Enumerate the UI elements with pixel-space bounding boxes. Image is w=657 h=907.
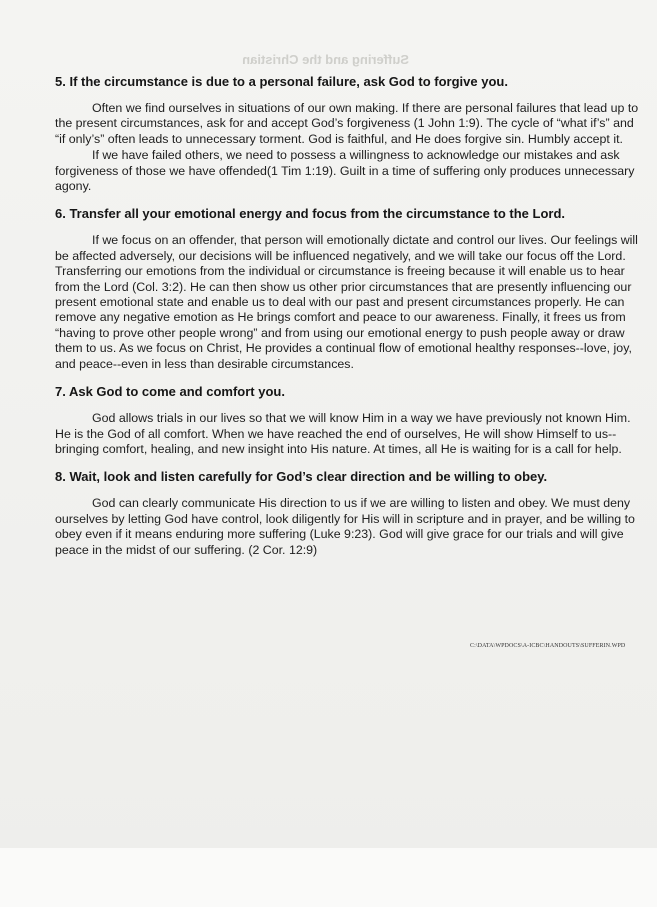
section-heading: 8. Wait, look and listen carefully for God’s clear direction and be willing to obey. [55, 469, 548, 485]
paragraph: If we focus on an offender, that person will emotionally dictate and control our lives. Our feelings will be affected adversely, our decisions will be influenced negatively, and we will take our focus off the Lord. Transferring our emotions from the individual or circumstance is freeing because it will enable us to hear from the Lord (Col. 3:2). He can then show us other prior circumstances that are presently influencing our present emotional state and enable us to deal with our past and present circumstances properly. He can remove any negative emotion as He brings comfort and peace to our awareness. Finally, it frees us from “having to prove other people wrong” and from using our emotional energy to push people away or draw them to us. As we focus on Christ, He provides a continual flow of emotional healthy responses--love, joy, and peace--even in less than desirable circumstances. [55, 233, 638, 371]
section-heading: 7. Ask God to come and comfort you. [55, 384, 285, 400]
section-6 [55, 205, 641, 372]
section-heading: 5. If the circumstance is due to a personal failure, ask God to forgive you. [55, 74, 508, 89]
paragraph: If we have failed others, we need to possess a willingness to acknowledge our mistakes and ask forgiveness of those we have offended(1 Tim 1:19). Guilt in a time of suffering only produces unnecessary agony. [55, 148, 635, 194]
section-8 [55, 468, 641, 558]
file-path-footer: C:\DATA\WPDOCS\A-ICBC\HANDOUTS\SUFFERIN.WPD [470, 643, 626, 649]
show-through-title: Suffering and the Christian [242, 52, 409, 67]
section-7 [55, 383, 641, 457]
paragraph: God can clearly communicate His direction to us if we are willing to listen and obey. We must deny ourselves by letting God have control, look diligently for His will in scripture and in prayer, and be willing to obey even if it means enduring more suffering (Luke 9:23). God will give grace for our trials and will give peace in the midst of our suffering. (2 Cor. 12:9) [55, 496, 635, 557]
paragraph: Often we find ourselves in situations of our own making. If there are personal failures that lead up to the present circumstances, ask for and accept God’s forgiveness (1 John 1:9). The cycle of “what if’s” and “if only’s” often leads to unnecessary torment. God is faithful, and He does forgive sin. Humbly accept it. [55, 101, 639, 146]
document-body [55, 73, 641, 569]
section-heading: 6. Transfer all your emotional energy and focus from the circumstance to the Lord. [55, 206, 566, 222]
section-5 [55, 73, 641, 194]
paragraph: God allows trials in our lives so that we will know Him in a way we have previously not known Him. He is the God of all comfort. When we have reached the end of ourselves, He will show Himself to us--bringing comfort, healing, and new insight into His nature. At times, all He is waiting for is a call for help. [55, 411, 631, 456]
scan-bottom-margin [0, 848, 657, 907]
